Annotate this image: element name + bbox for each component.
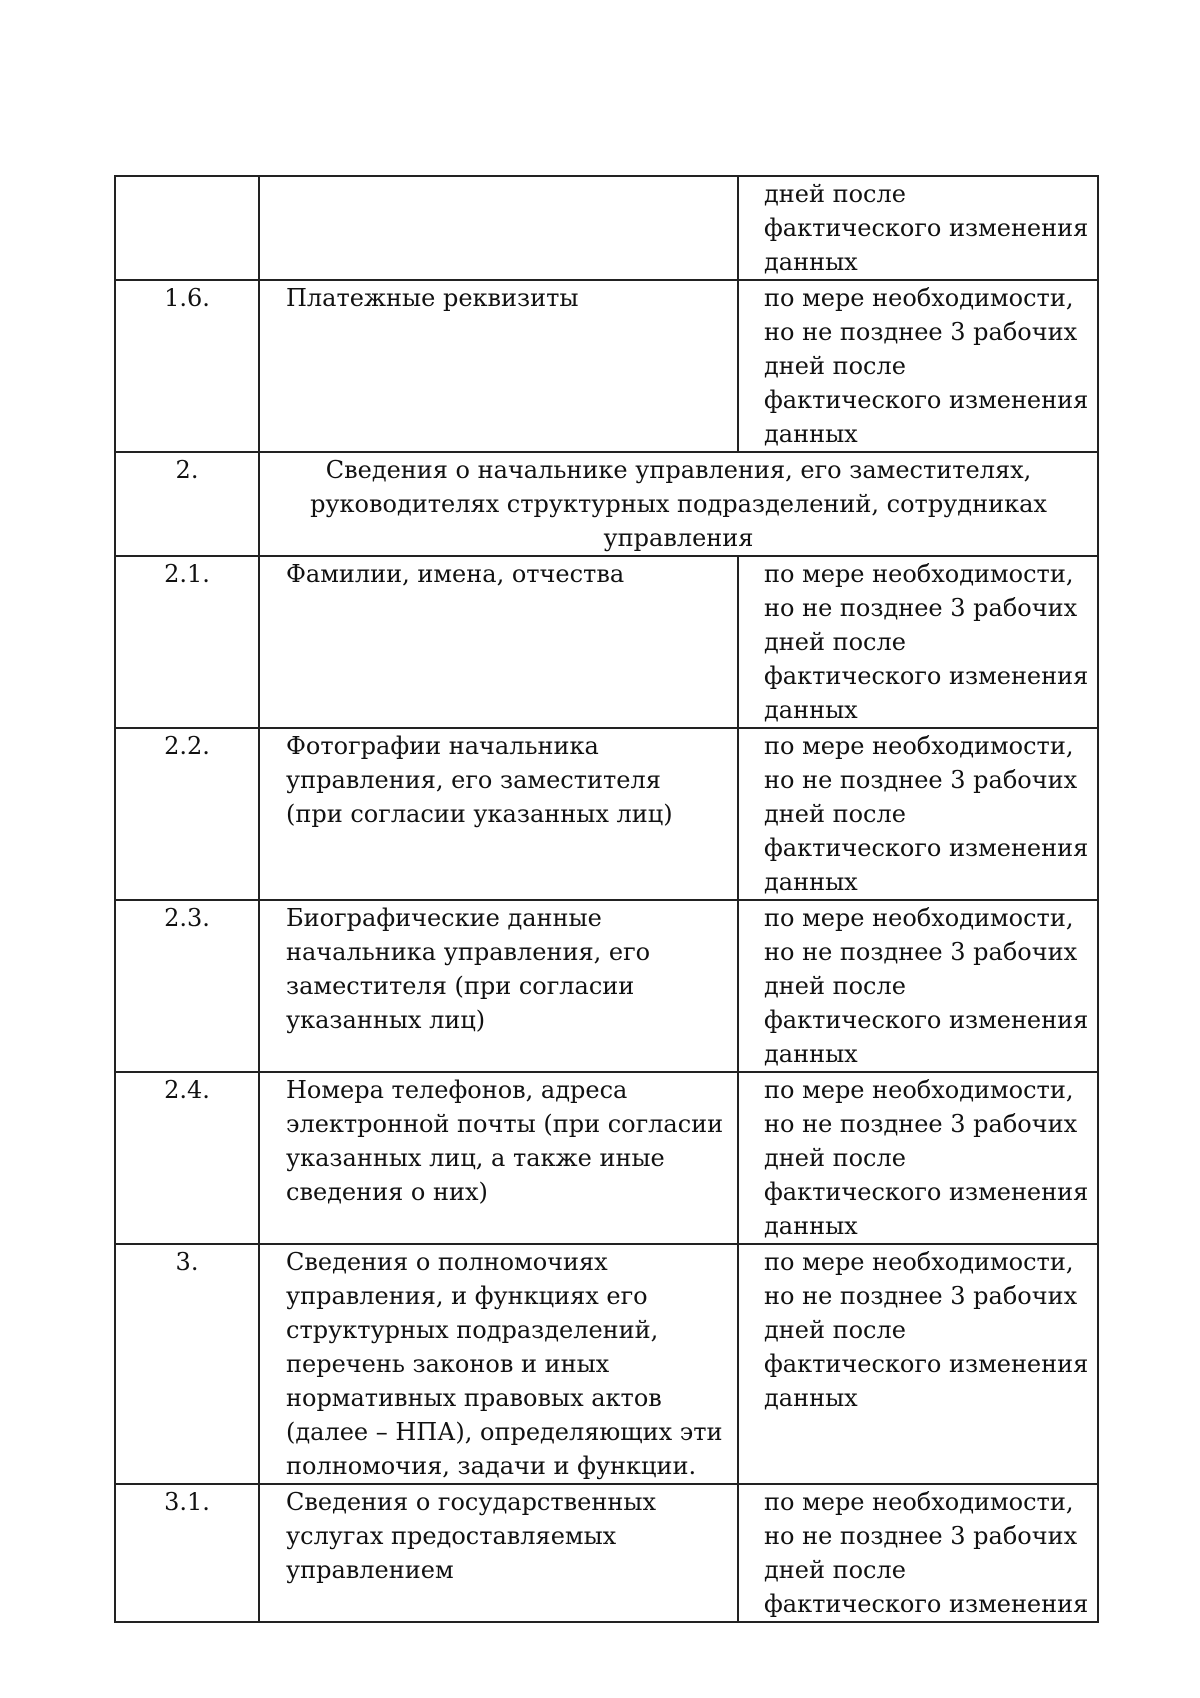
item-term-line: фактического изменения xyxy=(764,1006,1089,1034)
item-term-line: фактического изменения xyxy=(764,1178,1089,1206)
item-term-cell xyxy=(738,1072,1098,1244)
table-row xyxy=(115,1244,1098,1484)
item-number: 2.4. xyxy=(164,1076,210,1104)
item-number: 1.6. xyxy=(164,284,210,312)
item-term-line: фактического изменения xyxy=(764,214,1089,242)
item-number-cell xyxy=(115,1244,259,1484)
item-term-cell xyxy=(738,176,1098,280)
item-term-line: по мере необходимости, xyxy=(764,1076,1074,1104)
item-term-line: фактического изменения xyxy=(764,1590,1089,1618)
item-term-cell xyxy=(738,556,1098,728)
item-number: 3.1. xyxy=(164,1488,210,1516)
item-term-line: по мере необходимости, xyxy=(764,732,1074,760)
item-term-line: но не позднее 3 рабочих xyxy=(764,938,1078,966)
item-term-line: но не позднее 3 рабочих xyxy=(764,1522,1078,1550)
section-title-cell xyxy=(259,452,1098,556)
item-term-line: дней после xyxy=(764,800,906,828)
item-term-line: фактического изменения xyxy=(764,662,1089,690)
item-name-cell xyxy=(259,280,738,452)
item-term-line: фактического изменения xyxy=(764,386,1089,414)
item-term-line: данных xyxy=(764,696,858,724)
item-term-line: фактического изменения xyxy=(764,834,1089,862)
item-name: Фамилии, имена, отчества xyxy=(286,560,625,588)
item-term-line: но не позднее 3 рабочих xyxy=(764,766,1078,794)
item-name-cell xyxy=(259,900,738,1072)
item-term-line: но не позднее 3 рабочих xyxy=(764,1282,1078,1310)
item-term-line: дней после xyxy=(764,352,906,380)
item-term-line: данных xyxy=(764,1384,858,1412)
disclosure-table xyxy=(114,175,1099,1623)
item-term-line: дней после xyxy=(764,180,906,208)
item-number-cell xyxy=(115,176,259,280)
item-term-line: дней после xyxy=(764,1144,906,1172)
item-name-cell xyxy=(259,728,738,900)
item-name-cell xyxy=(259,1072,738,1244)
section-row xyxy=(115,452,1098,556)
item-name: Платежные реквизиты xyxy=(286,284,579,312)
item-number: 2.1. xyxy=(164,560,210,588)
item-name: Сведения о полномочиях управления, и функциях его структурных подразделений, перечень законов и иных нормативных правовых актов (далее – НПА), определяющих эти полномочия, задачи и функции. xyxy=(286,1248,723,1480)
item-number-cell xyxy=(115,900,259,1072)
item-term-line: по мере необходимости, xyxy=(764,560,1074,588)
table-row xyxy=(115,176,1098,280)
section-number-cell xyxy=(115,452,259,556)
item-name-cell xyxy=(259,1484,738,1622)
item-number: 3. xyxy=(175,1248,199,1276)
item-term-line: данных xyxy=(764,1212,858,1240)
item-term-cell xyxy=(738,280,1098,452)
item-number-cell xyxy=(115,280,259,452)
section-title: Сведения о начальнике управления, его заместителях, руководителях структурных подразделений, сотрудниках управления xyxy=(310,456,1047,552)
item-name: Биографические данные начальника управления, его заместителя (при согласии указанных лиц) xyxy=(286,904,651,1034)
item-term-line: дней после xyxy=(764,1316,906,1344)
item-name-cell xyxy=(259,556,738,728)
table-row xyxy=(115,1072,1098,1244)
item-term-line: дней после xyxy=(764,972,906,1000)
item-term-cell xyxy=(738,728,1098,900)
item-term-line: но не позднее 3 рабочих xyxy=(764,1110,1078,1138)
item-term-cell xyxy=(738,900,1098,1072)
table-row xyxy=(115,280,1098,452)
item-name-cell xyxy=(259,176,738,280)
item-number-cell xyxy=(115,728,259,900)
item-term-line: данных xyxy=(764,868,858,896)
table-row xyxy=(115,556,1098,728)
table-row xyxy=(115,728,1098,900)
item-term-cell xyxy=(738,1484,1098,1622)
item-number-cell xyxy=(115,1484,259,1622)
item-name-cell xyxy=(259,1244,738,1484)
item-term-line: дней после xyxy=(764,628,906,656)
item-term-line: фактического изменения xyxy=(764,1350,1089,1378)
item-term-line: но не позднее 3 рабочих xyxy=(764,318,1078,346)
item-name: Номера телефонов, адреса электронной почты (при согласии указанных лиц, а также иные сведения о них) xyxy=(286,1076,724,1206)
item-name: Сведения о государственных услугах предоставляемых управлением xyxy=(286,1488,656,1584)
table-row xyxy=(115,900,1098,1072)
table-row xyxy=(115,1484,1098,1622)
item-term-line: данных xyxy=(764,1040,858,1068)
item-term-line: по мере необходимости, xyxy=(764,904,1074,932)
section-number: 2. xyxy=(175,456,199,484)
item-number: 2.3. xyxy=(164,904,210,932)
item-term-line: по мере необходимости, xyxy=(764,1488,1074,1516)
item-name: Фотографии начальника управления, его заместителя (при согласии указанных лиц) xyxy=(286,732,673,828)
item-term-line: данных xyxy=(764,248,858,276)
item-number-cell xyxy=(115,1072,259,1244)
item-term-cell xyxy=(738,1244,1098,1484)
item-number: 2.2. xyxy=(164,732,210,760)
item-term-line: данных xyxy=(764,420,858,448)
item-number-cell xyxy=(115,556,259,728)
item-term-line: по мере необходимости, xyxy=(764,1248,1074,1276)
item-term-line: по мере необходимости, xyxy=(764,284,1074,312)
item-term-line: но не позднее 3 рабочих xyxy=(764,594,1078,622)
item-term-line: дней после xyxy=(764,1556,906,1584)
